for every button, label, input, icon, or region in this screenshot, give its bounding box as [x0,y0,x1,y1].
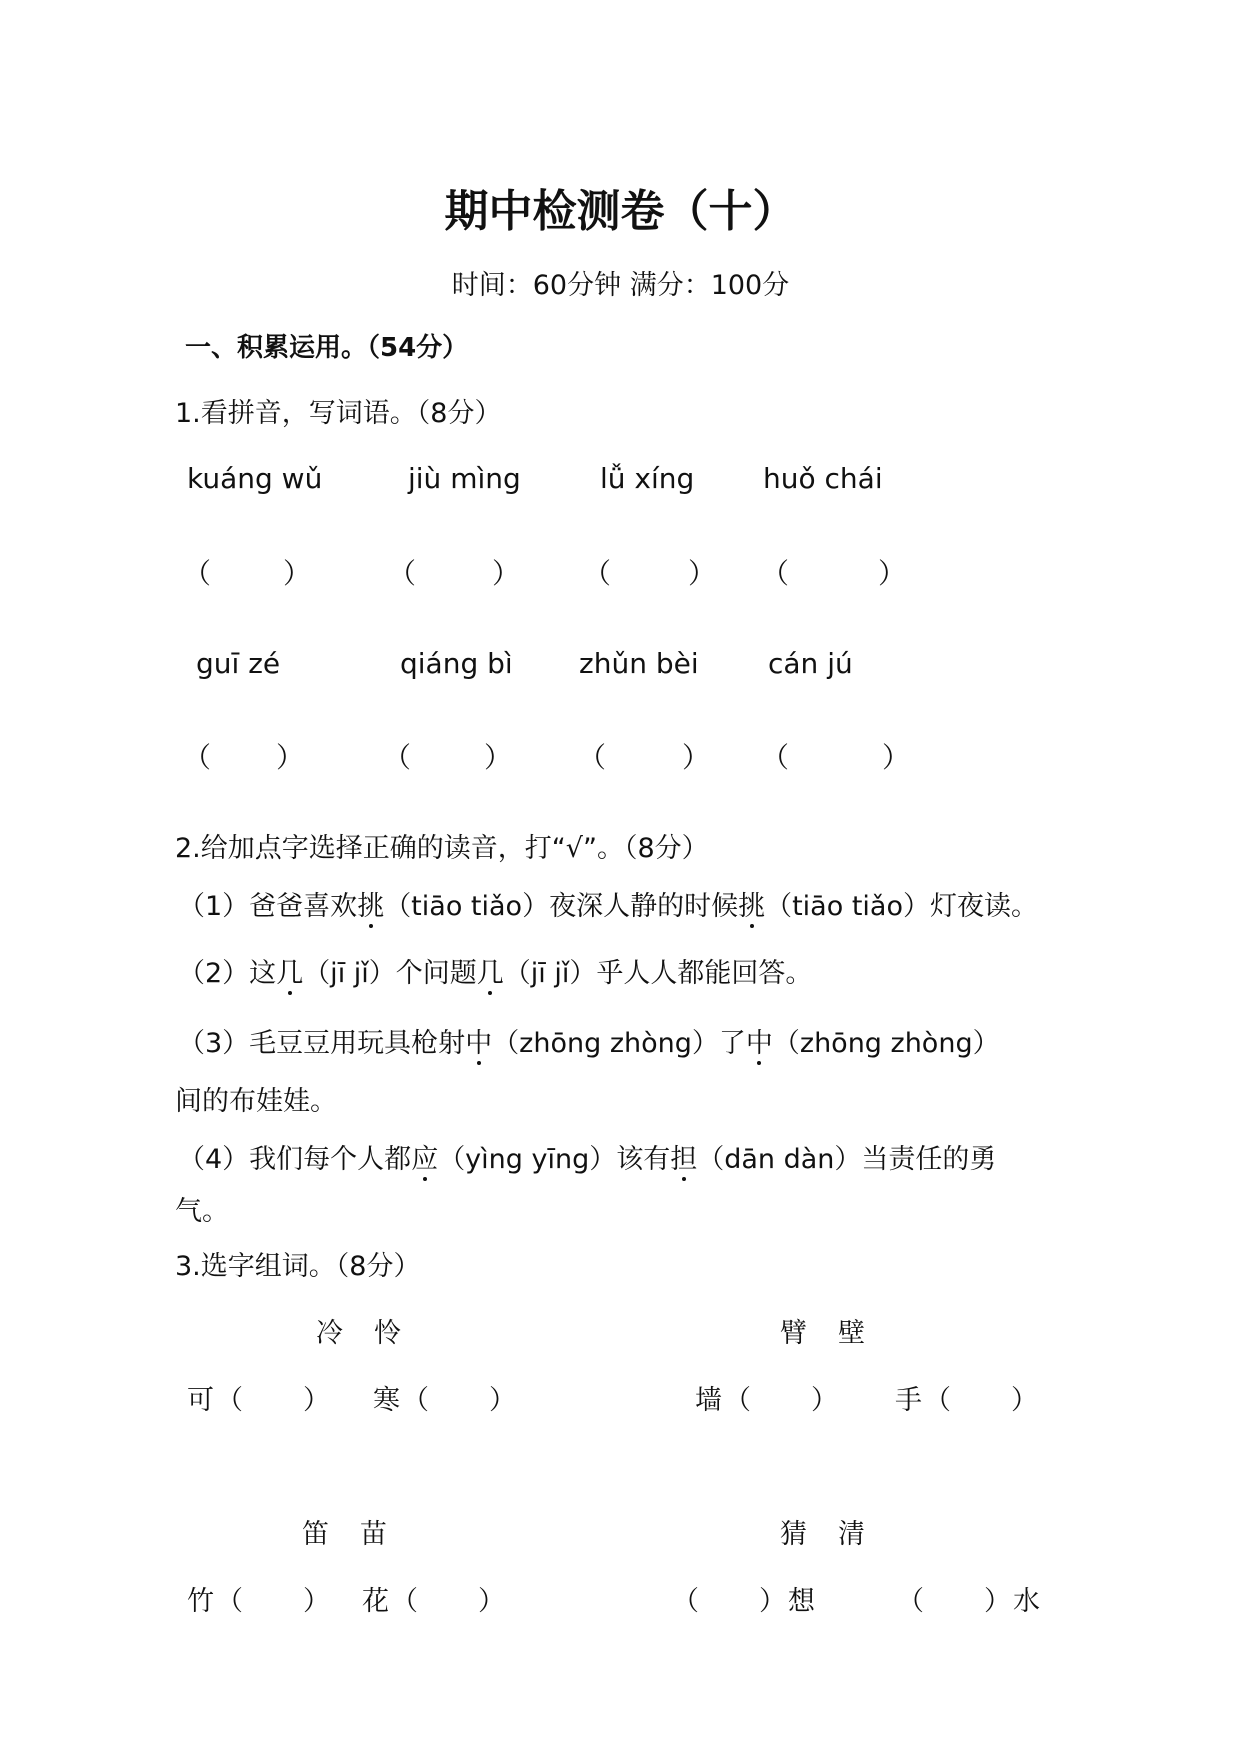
answer-blank-close: ） [682,741,711,774]
question-2-item-3: （3）毛豆豆用玩具枪射中（zhōng zhòng）了中（zhōng zhòng） [178,1028,1000,1059]
answer-blank-close: ） [688,557,717,590]
pinyin: kuáng wǔ [187,462,323,495]
question-2-item-4-cont: 气。 [175,1196,229,1227]
char-choices: 冷 怜 [316,1318,403,1349]
pinyin: lǚ xíng [600,462,695,495]
word-blank: （ ）想 [672,1586,817,1617]
char-choices: 猜 清 [780,1519,867,1550]
pinyin: zhǔn bèi [579,647,699,680]
word-blank: （ ）水 [897,1586,1042,1617]
question-2-item-1: （1）爸爸喜欢挑（tiāo tiǎo）夜深人静的时候挑（tiāo tiǎo）灯夜读。 [178,891,1038,922]
answer-blank-open: （ [183,741,212,774]
question-1-heading: 1.看拼音，写词语。（8分） [175,398,502,429]
answer-blank-close: ） [878,557,907,590]
section-heading: 一、积累运用。（54分） [185,333,469,363]
word-blank: 竹（ ） [187,1586,332,1617]
exam-info: 时间：60分钟 满分：100分 [451,270,790,301]
page-title: 期中检测卷（十） [444,186,797,237]
answer-blank-open: （ [388,557,417,590]
pinyin: jiù mìng [408,462,521,495]
pinyin: huǒ chái [763,462,883,495]
question-2-item-2: （2）这几（jī jǐ）个问题几（jī jǐ）乎人人都能回答。 [178,958,813,989]
answer-blank-open: （ [578,741,607,774]
char-choices: 臂 壁 [780,1318,867,1349]
answer-blank-close: ） [882,741,911,774]
answer-blank-close: ） [492,557,521,590]
pinyin: cán jú [768,647,853,680]
answer-blank-open: （ [583,557,612,590]
char-choices: 笛 苗 [302,1519,389,1550]
question-2-item-3-cont: 间的布娃娃。 [175,1086,337,1117]
word-blank: 手（ ） [895,1385,1040,1416]
answer-blank-close: ） [484,741,513,774]
answer-blank-open: （ [761,741,790,774]
word-blank: 可（ ） [187,1385,332,1416]
question-3-heading: 3.选字组词。（8分） [175,1251,421,1282]
answer-blank-open: （ [183,557,212,590]
question-2-item-4: （4）我们每个人都应（yìng yīng）该有担（dān dàn）当责任的勇 [178,1144,997,1175]
question-2-heading: 2.给加点字选择正确的读音，打“√”。（8分） [175,833,709,864]
word-blank: 寒（ ） [373,1385,518,1416]
word-blank: 墙（ ） [695,1385,840,1416]
answer-blank-close: ） [276,741,305,774]
answer-blank-open: （ [383,741,412,774]
answer-blank-open: （ [761,557,790,590]
pinyin: guī zé [196,647,281,680]
word-blank: 花（ ） [362,1586,507,1617]
answer-blank-close: ） [283,557,312,590]
pinyin: qiáng bì [400,647,513,680]
